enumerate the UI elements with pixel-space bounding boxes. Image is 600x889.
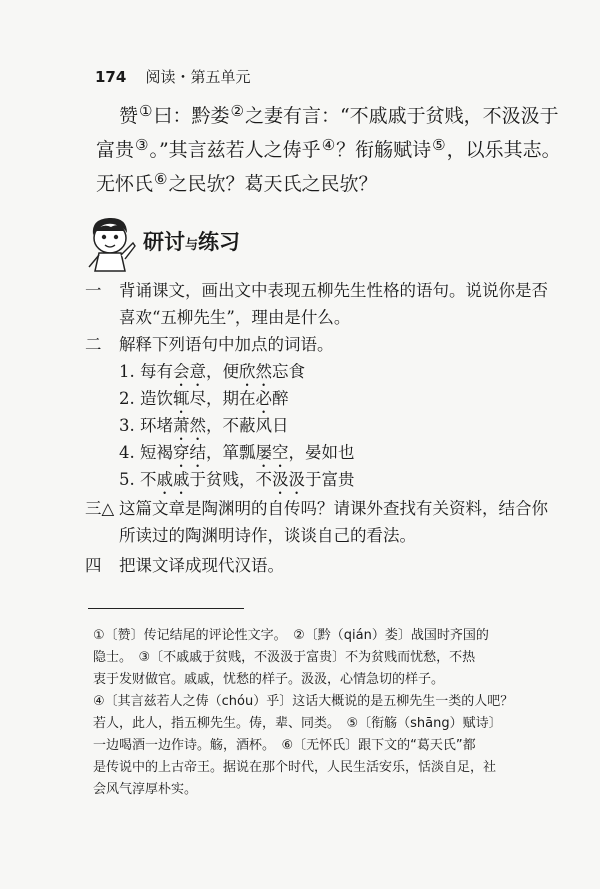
- footnote-line: 隐士。 ③〔不戚戚于贫贱，不汲汲于富贵〕不为贫贱而忧愁，不热: [93, 650, 476, 665]
- footnote-mark: ②: [230, 102, 244, 120]
- passage-text: 富贵: [96, 139, 135, 161]
- heading-text: 练习: [198, 230, 241, 254]
- passage-text: 。”其言兹若人之俦乎: [149, 139, 321, 161]
- exercise-4-text: 把课文译成现代汉语。: [119, 556, 284, 575]
- footnote-line: 会风气淳厚朴实。: [93, 782, 198, 797]
- footnote-line: 衷于发财做官。戚戚，忧愁的样子。汲汲，心情急切的样子。: [93, 672, 445, 687]
- exercise-1-num: 一: [85, 281, 102, 300]
- exercise-3-num: 三△: [85, 499, 115, 518]
- page-header: [95, 66, 251, 87]
- exercise-item: 4. 短褐穿结，箪瓢屡空，晏如也: [119, 443, 355, 462]
- exercise-3-text: 所读过的陶渊明诗作，谈谈自己的看法。: [119, 526, 416, 545]
- exercise-item: 1. 每有会意，便欣然忘食: [119, 362, 305, 381]
- passage-text: 曰：黔娄: [153, 105, 230, 127]
- footnote-mark: ④: [321, 136, 336, 154]
- exercise-item: 2. 造饮辄尽，期在必醉: [119, 389, 289, 408]
- page-number: 174: [95, 68, 127, 86]
- exercise-1-text: 背诵课文，画出文中表现五柳先生性格的语句。说说你是否: [119, 281, 548, 300]
- exercise-2-text: 解释下列语句中加点的词语。: [119, 335, 334, 354]
- passage-text: 赞: [119, 105, 139, 127]
- passage-text: 之妻有言：“不戚戚于贫贱，不汲汲于: [244, 105, 559, 127]
- passage-line: [119, 101, 559, 128]
- footnote-mark: ⑥: [154, 170, 168, 188]
- passage-text: 无怀氏: [96, 173, 154, 195]
- footnote-mark: ③: [135, 136, 149, 154]
- passage-line: [96, 135, 561, 162]
- footnote-line: ④〔其言兹若人之俦（chóu）乎〕这话大概说的是五柳先生一类的人吧？: [93, 694, 514, 709]
- passage-text: ？衔觞赋诗: [336, 139, 432, 161]
- exercise-item: 5. 不戚戚于贫贱，不汲汲于富贵: [119, 470, 355, 489]
- boy-mascot-icon: [83, 213, 137, 275]
- passage-text: ，以乐其志。: [446, 139, 561, 161]
- heading-text: 研讨: [143, 230, 185, 254]
- footnote-line: ①〔赞〕传记结尾的评论性文字。 ②〔黔（qián）娄〕战国时齐国的: [93, 628, 489, 643]
- exercise-item: 3. 环堵萧然，不蔽风日: [119, 416, 289, 435]
- footnote-mark: ①: [139, 102, 153, 120]
- exercise-3-text: 这篇文章是陶渊明的自传吗？请课外查找有关资料，结合你: [119, 499, 548, 518]
- heading-text: 与: [185, 238, 199, 253]
- exercises-heading: [143, 226, 240, 256]
- footnote-line: 若人，此人，指五柳先生。俦，辈、同类。 ⑤〔衔觞（shāng）赋诗〕: [93, 716, 502, 731]
- passage-line: [96, 169, 377, 196]
- passage-text: 之民欤？葛天氏之民欤？: [168, 173, 378, 195]
- footnote-line: 一边喝酒一边作诗。觞，酒杯。 ⑥〔无怀氏〕跟下文的“葛天氏”都: [93, 738, 476, 753]
- exercise-2-num: 二: [85, 335, 102, 354]
- section-title: 阅读・第五单元: [145, 68, 251, 86]
- footnote-line: 是传说中的上古帝王。据说在那个时代，人民生活安乐，恬淡自足，社: [93, 760, 497, 775]
- exercise-1-text: 喜欢“五柳先生”，理由是什么。: [119, 308, 351, 327]
- footnote-divider: [88, 608, 244, 609]
- footnote-mark: ⑤: [432, 136, 446, 154]
- exercise-4-num: 四: [85, 556, 102, 575]
